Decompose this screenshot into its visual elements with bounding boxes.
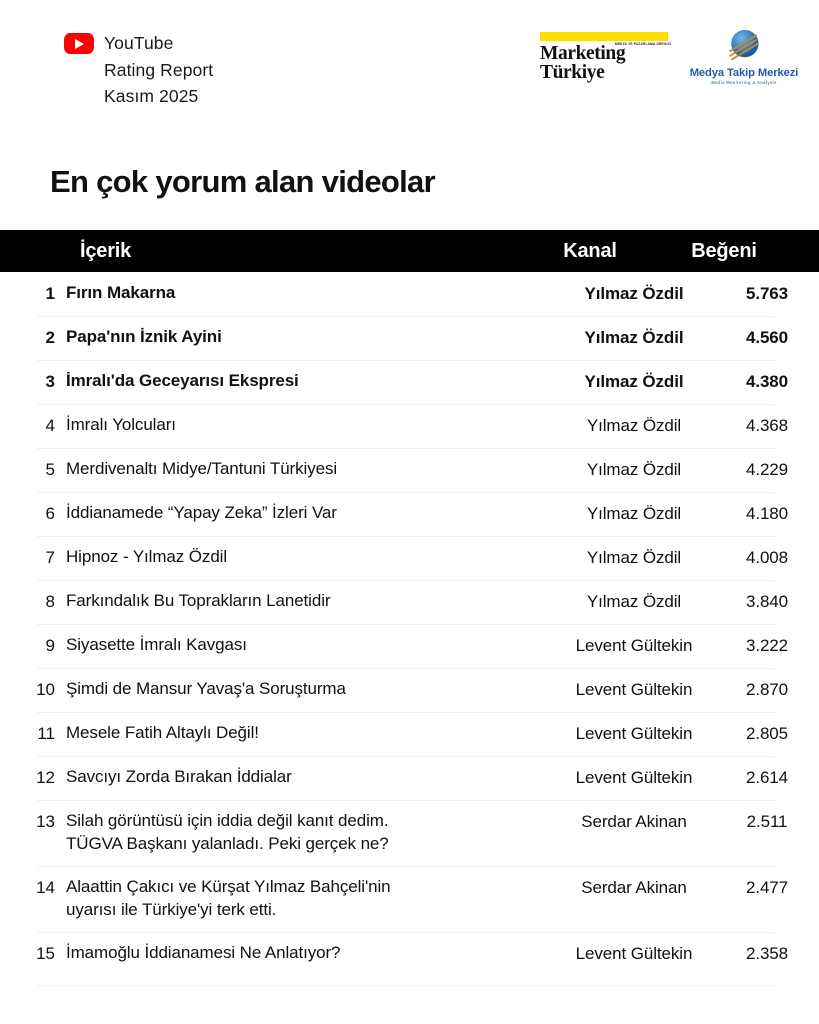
report-subtitle-lines — [104, 30, 213, 110]
brand-line-period: Kasım 2025 — [104, 86, 199, 107]
row-channel: Levent Gültekin — [575, 636, 693, 655]
table-row[interactable] — [0, 866, 819, 932]
row-rank: 2 — [45, 328, 55, 347]
marketing-turkiye-yellow-bar — [540, 32, 668, 41]
row-channel: Levent Gültekin — [575, 680, 693, 699]
table-row[interactable] — [0, 624, 819, 668]
row-rank: 8 — [45, 592, 55, 611]
row-title-line1: Papa'nın İznik Ayini — [66, 327, 222, 346]
row-rank: 14 — [36, 877, 55, 897]
row-rank: 5 — [45, 460, 55, 479]
row-rank: 15 — [36, 943, 55, 963]
row-likes: 2.358 — [745, 943, 789, 963]
table-row[interactable] — [0, 272, 819, 316]
row-rank: 9 — [45, 636, 55, 655]
marketing-turkiye-logo — [540, 32, 672, 83]
row-title-line1: Fırın Makarna — [66, 283, 176, 302]
table-row[interactable] — [0, 404, 819, 448]
row-title-line1: Siyasette İmralı Kavgası — [66, 635, 247, 654]
row-likes: 4.560 — [745, 328, 789, 347]
row-title-line1: Farkındalık Bu Toprakların Lanetidir — [66, 591, 331, 610]
table-row[interactable] — [0, 668, 819, 712]
row-channel: Yılmaz Özdil — [584, 372, 684, 391]
row-channel: Yılmaz Özdil — [584, 284, 684, 303]
row-title-line1: İmralı'da Geceyarısı Ekspresi — [66, 371, 299, 390]
table-row[interactable] — [0, 756, 819, 800]
column-header-channel: Kanal — [563, 239, 617, 262]
table-row[interactable] — [0, 360, 819, 404]
table-row[interactable] — [0, 492, 819, 536]
row-rank: 6 — [45, 504, 55, 523]
row-title-line1: Mesele Fatih Altaylı Değil! — [66, 723, 259, 742]
row-channel: Yılmaz Özdil — [584, 328, 684, 347]
row-title — [55, 876, 553, 922]
row-title-line1: Merdivenaltı Midye/Tantuni Türkiyesi — [66, 459, 338, 478]
row-title-line2: TÜGVA Başkanı yalanladı. Peki gerçek ne? — [66, 833, 389, 853]
table-row[interactable] — [0, 932, 819, 976]
mtm-globe-wrapper — [688, 26, 800, 66]
marketing-turkiye-line1: Marketing — [540, 43, 626, 65]
table-row[interactable] — [0, 536, 819, 580]
row-title — [55, 590, 553, 613]
ranking-table — [0, 230, 819, 976]
row-rank: 10 — [36, 680, 55, 699]
row-title — [55, 546, 553, 569]
row-likes: 2.614 — [745, 768, 789, 787]
marketing-turkiye-micro-text: MEDYA VE PAZARLAMA DERGİSİ — [614, 42, 671, 46]
row-title — [55, 458, 553, 481]
row-title-line1: Silah görüntüsü için iddia değil kanıt dedim. — [66, 811, 389, 830]
row-likes: 4.180 — [745, 504, 789, 523]
youtube-play-icon — [64, 33, 94, 54]
row-title-line2: uyarısı ile Türkiye'yi terk etti. — [66, 899, 277, 919]
page-header — [0, 0, 819, 130]
row-channel: Serdar Akinan — [581, 812, 687, 831]
row-title-line1: İmralı Yolcuları — [66, 415, 176, 434]
row-likes: 4.368 — [745, 416, 789, 435]
brand-line-youtube: YouTube — [104, 33, 174, 53]
table-row[interactable] — [0, 712, 819, 756]
row-likes: 3.840 — [745, 592, 789, 611]
row-likes: 5.763 — [745, 284, 789, 303]
row-likes: 2.477 — [745, 877, 789, 897]
row-title-line1: Alaattin Çakıcı ve Kürşat Yılmaz Bahçeli'nin — [66, 876, 391, 896]
table-row[interactable] — [0, 580, 819, 624]
row-title — [55, 414, 553, 437]
row-likes: 4.380 — [745, 372, 789, 391]
row-channel: Levent Gültekin — [575, 724, 693, 743]
row-title — [55, 722, 553, 745]
row-title-line1: Savcıyı Zorda Bırakan İddialar — [66, 767, 292, 786]
row-title — [55, 942, 553, 965]
page-title: En çok yorum alan videolar — [50, 164, 435, 199]
row-likes: 4.229 — [745, 460, 789, 479]
column-header-content: İçerik — [80, 239, 132, 262]
row-title — [55, 810, 553, 856]
row-rank: 12 — [36, 768, 55, 787]
row-rank: 4 — [45, 416, 55, 435]
brand-line-rating-report: Rating Report — [104, 59, 214, 80]
row-title — [55, 370, 553, 393]
column-header-likes: Beğeni — [691, 239, 757, 262]
row-likes: 2.511 — [746, 812, 788, 831]
row-rank: 13 — [36, 812, 55, 831]
table-row[interactable] — [0, 448, 819, 492]
row-title — [55, 678, 553, 701]
row-channel: Levent Gültekin — [575, 768, 693, 787]
row-rank: 3 — [45, 372, 55, 391]
row-title-line1: Şimdi de Mansur Yavaş'a Soruşturma — [66, 679, 346, 698]
row-channel: Serdar Akinan — [581, 877, 687, 897]
row-rank: 1 — [45, 284, 55, 303]
row-title-line1: Hipnoz - Yılmaz Özdil — [66, 547, 228, 566]
row-title-line1: İmamoğlu İddianamesi Ne Anlatıyor? — [66, 942, 341, 962]
row-title — [55, 326, 553, 349]
row-channel: Levent Gültekin — [575, 943, 693, 963]
row-title — [55, 766, 553, 789]
row-title — [55, 282, 553, 305]
row-channel: Yılmaz Özdil — [586, 460, 682, 479]
row-likes: 2.870 — [745, 680, 789, 699]
table-row[interactable] — [0, 800, 819, 866]
row-rank: 7 — [45, 548, 55, 567]
row-rank: 11 — [37, 724, 55, 743]
row-channel: Yılmaz Özdil — [586, 416, 682, 435]
row-channel: Yılmaz Özdil — [586, 592, 682, 611]
row-likes: 4.008 — [745, 548, 789, 567]
row-likes: 2.805 — [745, 724, 789, 743]
row-title — [55, 502, 553, 525]
youtube-brand-block — [64, 30, 213, 110]
globe-icon — [726, 27, 763, 64]
marketing-turkiye-wordmark — [540, 43, 672, 83]
table-row[interactable] — [0, 316, 819, 360]
row-channel: Yılmaz Özdil — [586, 548, 682, 567]
table-body — [0, 272, 819, 976]
table-header-row — [0, 230, 819, 272]
mtm-name: Medya Takip Merkezi — [689, 67, 799, 79]
mtm-tagline: Media Monitoring & Analysis — [711, 80, 777, 86]
medya-takip-merkezi-logo — [688, 26, 800, 85]
row-title-line1: İddianamede “Yapay Zeka” İzleri Var — [66, 503, 337, 522]
row-title — [55, 634, 553, 657]
row-channel: Yılmaz Özdil — [586, 504, 682, 523]
row-likes: 3.222 — [745, 636, 789, 655]
marketing-turkiye-line2: Türkiye — [540, 62, 605, 84]
